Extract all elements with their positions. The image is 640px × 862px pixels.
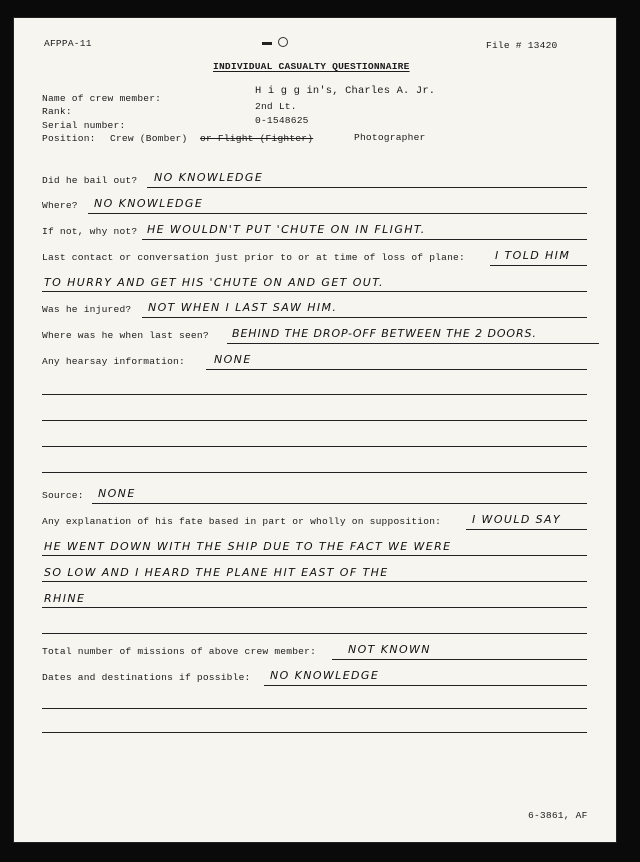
- answer-line: [42, 607, 587, 608]
- serial-label: Serial number:: [42, 120, 126, 131]
- blank-line: [42, 732, 587, 733]
- form-id: AFPPA-11: [44, 38, 92, 49]
- answer-line: [142, 317, 587, 318]
- explanation-answer-1: I WOULD SAY: [472, 513, 562, 526]
- hearsay-label: Any hearsay information:: [42, 356, 185, 367]
- explanation-label: Any explanation of his fate based in part or wholly on supposition:: [42, 516, 442, 527]
- answer-line: [147, 187, 587, 188]
- hearsay-answer: NONE: [214, 353, 252, 366]
- position-struck-option: or Flight (Fighter): [200, 133, 314, 144]
- blank-line: [42, 472, 587, 473]
- blank-line: [42, 633, 587, 634]
- answer-line: [42, 581, 587, 582]
- dates-answer: NO KNOWLEDGE: [270, 669, 380, 682]
- answer-line: [206, 369, 587, 370]
- last-contact-answer-1: I TOLD HIM: [495, 249, 571, 262]
- answer-line: [92, 503, 587, 504]
- missions-answer: NOT KNOWN: [348, 643, 431, 656]
- blank-line: [42, 708, 587, 709]
- last-contact-answer-2: TO HURRY AND GET HIS 'CHUTE ON AND GET OUT.: [44, 276, 384, 289]
- injured-label: Was he injured?: [42, 304, 132, 315]
- blank-line: [42, 420, 587, 421]
- bail-out-label: Did he bail out?: [42, 175, 138, 186]
- answer-line: [466, 529, 587, 530]
- questionnaire-page: [14, 18, 616, 842]
- punch-mark: [262, 42, 272, 45]
- answer-line: [332, 659, 587, 660]
- source-label: Source:: [42, 490, 84, 501]
- source-answer: NONE: [98, 487, 136, 500]
- file-number: File # 13420: [486, 40, 558, 51]
- if-not-answer: HE WOULDN'T PUT 'CHUTE ON IN FLIGHT.: [147, 223, 426, 236]
- position-crew-option: Crew (Bomber): [110, 133, 188, 144]
- where-answer: NO KNOWLEDGE: [94, 197, 204, 210]
- answer-line: [142, 239, 587, 240]
- explanation-answer-4: RHINE: [44, 592, 86, 605]
- last-seen-label: Where was he when last seen?: [42, 330, 209, 341]
- form-title: INDIVIDUAL CASUALTY QUESTIONNAIRE: [213, 61, 410, 72]
- missions-label: Total number of missions of above crew member:: [42, 646, 317, 657]
- answer-line: [490, 265, 587, 266]
- punch-hole-mark: [278, 37, 288, 47]
- answer-line: [88, 213, 587, 214]
- dates-label: Dates and destinations if possible:: [42, 672, 251, 683]
- position-value: Photographer: [354, 132, 426, 143]
- position-label: Position:: [42, 133, 96, 144]
- answer-line: [227, 343, 599, 344]
- form-code: 6-3861, AF: [528, 810, 588, 821]
- rank-value: 2nd Lt.: [255, 101, 297, 112]
- last-seen-answer: BEHIND THE DROP-OFF BETWEEN THE 2 DOORS.: [232, 327, 537, 340]
- last-contact-label: Last contact or conversation just prior to or at time of loss of plane:: [42, 252, 465, 263]
- rank-label: Rank:: [42, 106, 72, 117]
- answer-line: [264, 685, 587, 686]
- name-label: Name of crew member:: [42, 93, 162, 104]
- where-label: Where?: [42, 200, 78, 211]
- answer-line: [42, 555, 587, 556]
- blank-line: [42, 394, 587, 395]
- if-not-label: If not, why not?: [42, 226, 138, 237]
- serial-value: 0-1548625: [255, 115, 309, 126]
- explanation-answer-2: HE WENT DOWN WITH THE SHIP DUE TO THE FACT WE WERE: [44, 540, 452, 553]
- answer-line: [42, 291, 587, 292]
- blank-line: [42, 446, 587, 447]
- name-value: H i g g in's, Charles A. Jr.: [255, 85, 436, 97]
- bail-out-answer: NO KNOWLEDGE: [154, 171, 264, 184]
- injured-answer: NOT WHEN I LAST SAW HIM.: [148, 301, 338, 314]
- explanation-answer-3: SO LOW AND I HEARD THE PLANE HIT EAST OF THE: [44, 566, 389, 579]
